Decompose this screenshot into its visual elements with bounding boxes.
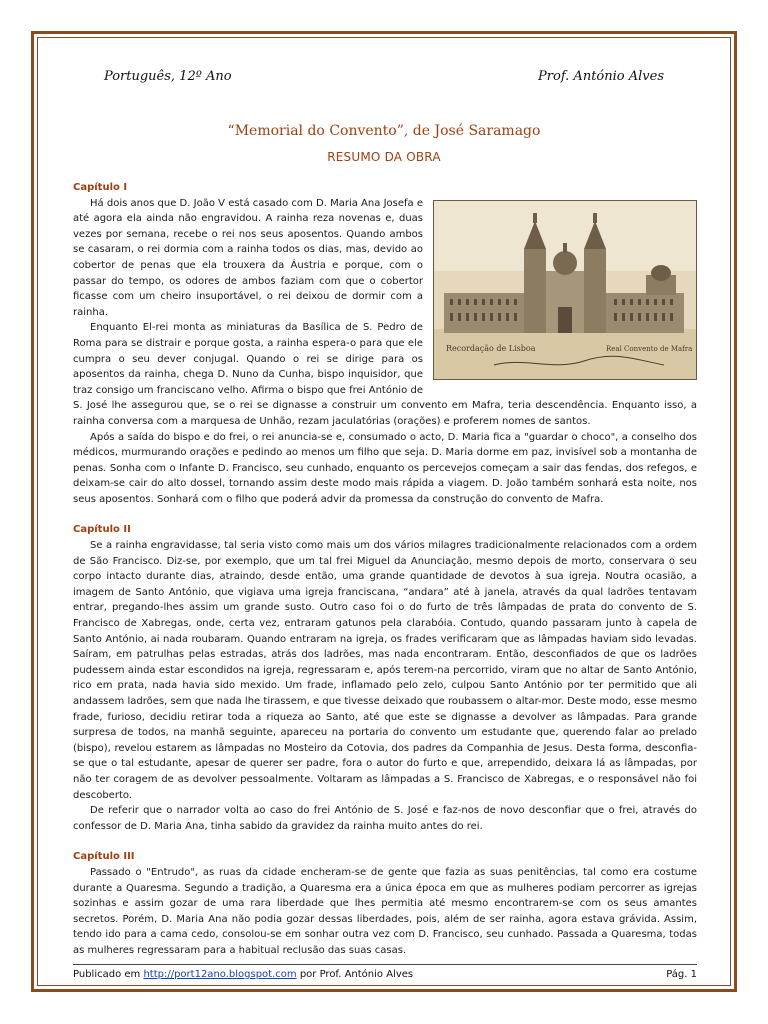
chapter-3-heading: Capítulo III xyxy=(73,851,135,863)
chapter-3-paragraph-1: Passado o "Entrudo", as ruas da cidade encheram-se de gente que fazia as suas penitências, tal como era costume durante a Quaresma. Segundo a tradição, a Quaresma era a única época em que as mulheres podiam percorrer as igrejas sozinhas e assim gozar de uma rara liberdade que lhes permitia até mesmo encontrarem-se com os seus amantes secretos. Porém, D. Maria Ana não podia gozar dessas liberdades, pois, além de ser rainha, agora estava grávida. Assim, tendo ido para a cama cedo, consolou-se em sonhar outra vez com D. Francisco, seu cunhado. Passada a Quaresma, todas as mulheres regressaram para a habitual reclusão das suas casas. xyxy=(73,866,697,956)
footer-author: por Prof. António Alves xyxy=(299,969,414,980)
convent-photo xyxy=(433,200,697,380)
document-subtitle: RESUMO DA OBRA xyxy=(327,150,441,164)
convent-illustration xyxy=(434,201,696,379)
photo-caption-right: Real Convento de Mafra xyxy=(606,344,693,353)
chapter-1-heading: Capítulo I xyxy=(73,182,128,193)
document-body xyxy=(73,180,697,959)
header-course: Português, 12º Ano xyxy=(104,69,232,84)
chapter-2-paragraph-1: Se a rainha engravidasse, tal seria visto como mais um dos vários milagres tradicionalmente relacionados com a ordem de São Francisco. Diz-se, por exemplo, que um tal frei Miguel da Anunciação, mesmo depois de morto, conservara o seu corpo intacto durante dias, atraindo, desde então, uma grande quantidade de devotos à sua igreja. Noutra ocasião, a imagem de Santo António, que vigiava uma igreja franciscana, “andara” até à janela, através da qual ladrões tentavam entrar, pregando-lhes assim um grande susto. Outro caso foi o do furto de três lâmpadas de prata do convento de S. Francisco de Xabregas, onde, certa vez, entraram gatunos pela clarabóia. Contudo, quando passaram junto à capela de Santo António, ai nada roubaram. Quando entraram na igreja, os frades verificaram que as lâmpadas haviam sido levadas. Saíram, em patrulhas pelas estradas, atrás dos ladrões, mas nada encontraram. Então, desconfiados de que os ladrões pudessem ainda estar escondidos na igreja, regressaram e, após terem-na percorrido, viram que no altar de Santo António, rico em prata, nada havia sido mexido. Um frade, inflamado pelo zelo, culpou Santo António por ter permitido que ali andassem ladrões, sem que nada lhe tirassem, e que tivesse deixado que roubassem o altar-mor. Deste modo, esse mesmo frade, furioso, decidiu retirar toda a riqueza ao Santo, até que este se dignasse a devolver as lâmpadas. Para grande surpresa de todos, na manhã seguinte, apareceu na portaria do convento um estudante que, querendo falar ao prelado (bispo), revelou estarem as lâmpadas no Mosteiro da Cotovia, dos padres da Companhia de Jesus. Desta forma, desconfia-se que o tal estudante, apesar de querer ser padre, fora o autor do furto e que, arrependido, deixara lá as lâmpadas, por não ter coragem de as devolver pessoalmente. Voltaram as lâmpadas a S. Francisco de Xabregas, e o responsável não foi descoberto. xyxy=(73,540,697,801)
chapter-2-paragraph-2: De referir que o narrador volta ao caso do frei António de S. José e faz-nos de novo desconfiar que o frei, através do confessor de D. Maria Ana, tinha sabido da gravidez da rainha muito antes do rei. xyxy=(73,805,697,832)
page-number: Pág. 1 xyxy=(666,969,697,980)
chapter-1-paragraph-1: Há dois anos que D. João V está casado com D. Maria Ana Josefa e até agora ela ainda não engravidou. A rainha reza novenas e, duas vezes por semana, recebe o rei nos seus aposentos. Quando ambos se casaram, o rei dormia com a rainha todos os dias, mas, devido ao cobertor de penas que ela trouxera da Áustria e porque, com o passar do tempo, os odores de ambos faziam com que o cobertor ficasse com um cheiro insuportável, o rei deixou de dormir com a rainha. xyxy=(73,197,423,318)
footer-prefix: Publicado em xyxy=(73,969,141,980)
chapter-1-paragraph-3: Após a saída do bispo e do frei, o rei anuncia-se e, consumado o acto, D. Maria fica a "guardar o choco", a conselho dos médicos, murmurando orações e pedindo ao menos um filho que seja. D. Maria dorme em paz, invisível sob a montanha de penas. Sonha com o Infante D. Francisco, seu cunhado, enquanto os percevejos começam a sair das fendas, dos refegos, e deixam-se cair do alto dossel, tornando assim deste modo mais rápida a viagem. D. João também sonhará esta noite, nos seus aposentos. Sonhará com o filho que poderá advir da promessa da construção do convento de Mafra. xyxy=(73,431,697,505)
photo-caption-left: Recordação de Lisboa xyxy=(446,343,536,353)
header-teacher: Prof. António Alves xyxy=(538,69,664,84)
chapter-1-paragraph-2: Enquanto El-rei monta as miniaturas da Basílica de S. Pedro de Roma para se distrair e porque gosta, a rainha espera-o para que ele cumpra o seu dever conjugal. Quando o rei se dirige para os aposentos da rainha, chega D. Nuno da Cunha, bispo inquisidor, que traz consigo um franciscano velho. Afirma o bispo que frei António de S. José lhe assegurou que, se o rei se dignasse a construir um convento em Mafra, teria descendência. Enquanto isso, a rainha conversa com a marquesa de Unhão, rezam jaculatórias (orações) e proferem nomes de santos. xyxy=(73,322,697,427)
chapter-2-heading: Capítulo II xyxy=(73,524,131,536)
blog-link[interactable]: http://port12ano.blogspot.com xyxy=(143,969,297,980)
footer-publication xyxy=(73,969,413,980)
document-title: “Memorial do Convento”, de José Saramago xyxy=(227,123,541,139)
footer-divider xyxy=(73,964,697,965)
